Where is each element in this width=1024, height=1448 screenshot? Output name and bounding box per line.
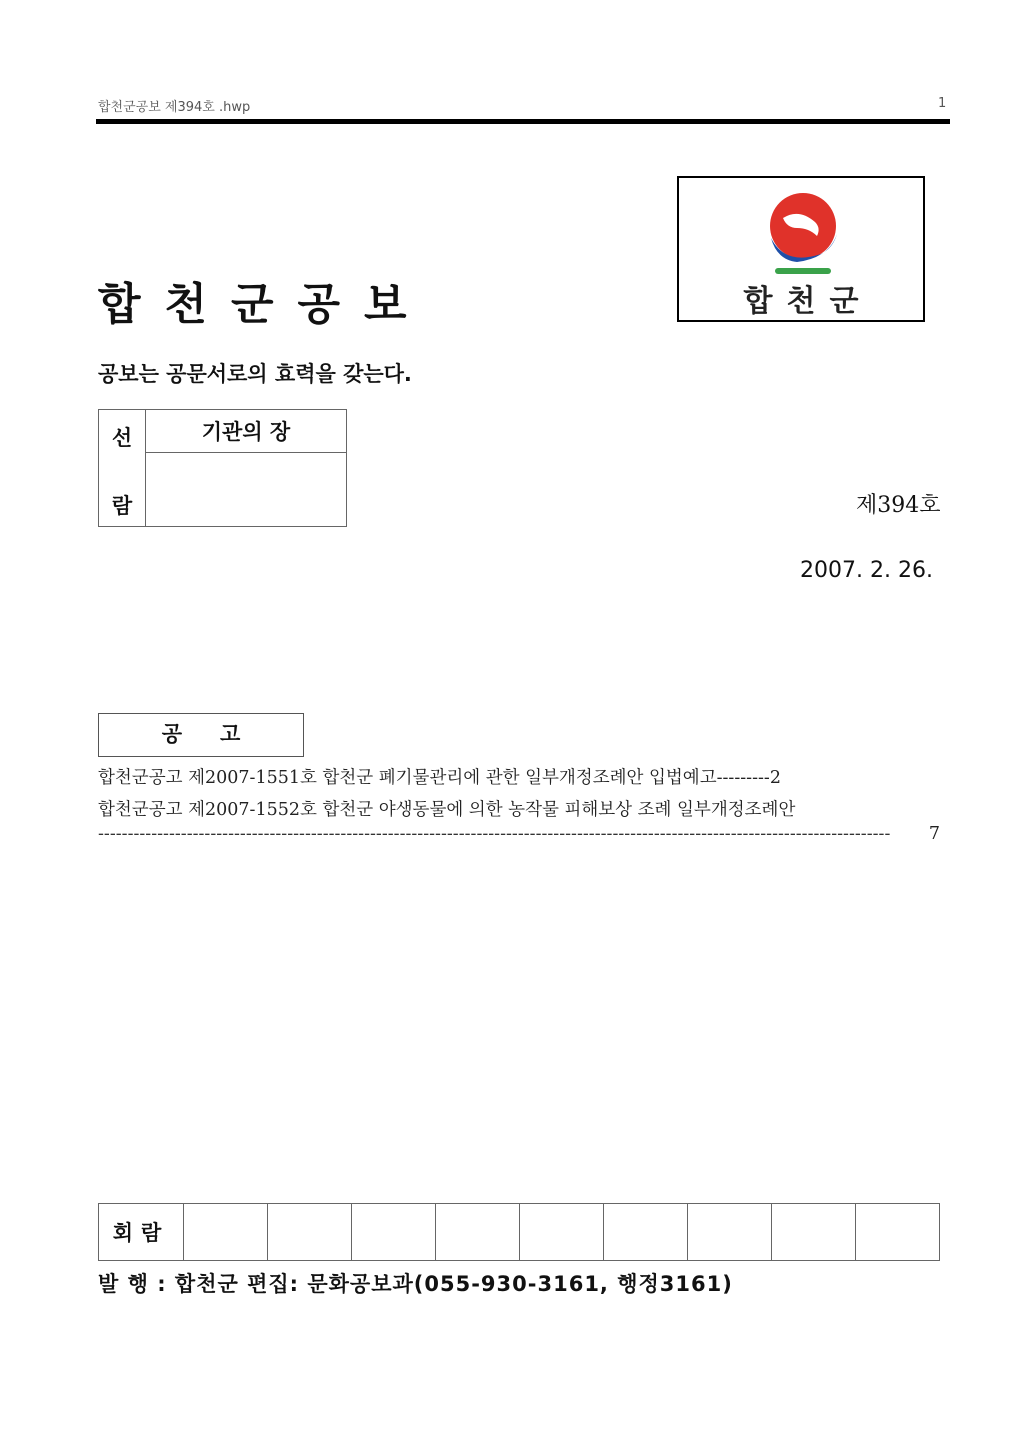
routing-side-bottom: 람 <box>111 494 133 518</box>
toc-entry[interactable]: 합천군공고 제2007-1551호 합천군 폐기물관리에 관한 일부개정조례안 입법예고---------2 <box>98 768 781 788</box>
circulation-label: 회람 <box>99 1204 184 1261</box>
routing-table <box>98 409 347 527</box>
toc-entry-leader[interactable] <box>98 824 940 844</box>
routing-head-label: 기관의 장 <box>146 410 347 453</box>
circulation-sign-cell <box>520 1204 604 1261</box>
bulletin-title: 합천군공보 <box>98 279 431 330</box>
county-emblem-icon <box>763 188 843 280</box>
tagline: 공보는 공문서로의 효력을 갖는다. <box>98 362 412 386</box>
toc-dash-leader: -------------------------------------------------------------------------------------------------------------------------------------- <box>98 824 891 844</box>
circulation-sign-cell <box>856 1204 940 1261</box>
toc-page-number: 7 <box>928 824 940 844</box>
toc-entry[interactable]: 합천군공고 제2007-1552호 합천군 야생동물에 의한 농작물 피해보상 조례 일부개정조례안 <box>98 800 796 820</box>
circulation-sign-cell <box>604 1204 688 1261</box>
circulation-sign-cell <box>268 1204 352 1261</box>
circulation-sign-cell <box>352 1204 436 1261</box>
circulation-table <box>98 1203 940 1261</box>
issue-number: 제394호 <box>856 493 941 518</box>
circulation-sign-cell <box>184 1204 268 1261</box>
routing-side-top: 선 <box>111 426 133 450</box>
routing-side-label <box>99 410 146 527</box>
circulation-sign-cell <box>688 1204 772 1261</box>
county-logo <box>677 176 925 322</box>
header-page-number: 1 <box>938 96 947 111</box>
circulation-sign-cell <box>436 1204 520 1261</box>
issue-date: 2007. 2. 26. <box>800 558 933 583</box>
routing-signature-cell <box>146 453 347 527</box>
logo-text: 합천군 <box>743 284 873 319</box>
circulation-sign-cell <box>772 1204 856 1261</box>
header-rule <box>96 119 950 124</box>
header-filename: 합천군공보 제394호 .hwp <box>98 100 251 115</box>
publisher-footer: 발 행 : 합천군 편집: 문화공보과(055-930-3161, 행정3161) <box>98 1272 733 1296</box>
notice-section-title: 공고 <box>98 713 304 757</box>
